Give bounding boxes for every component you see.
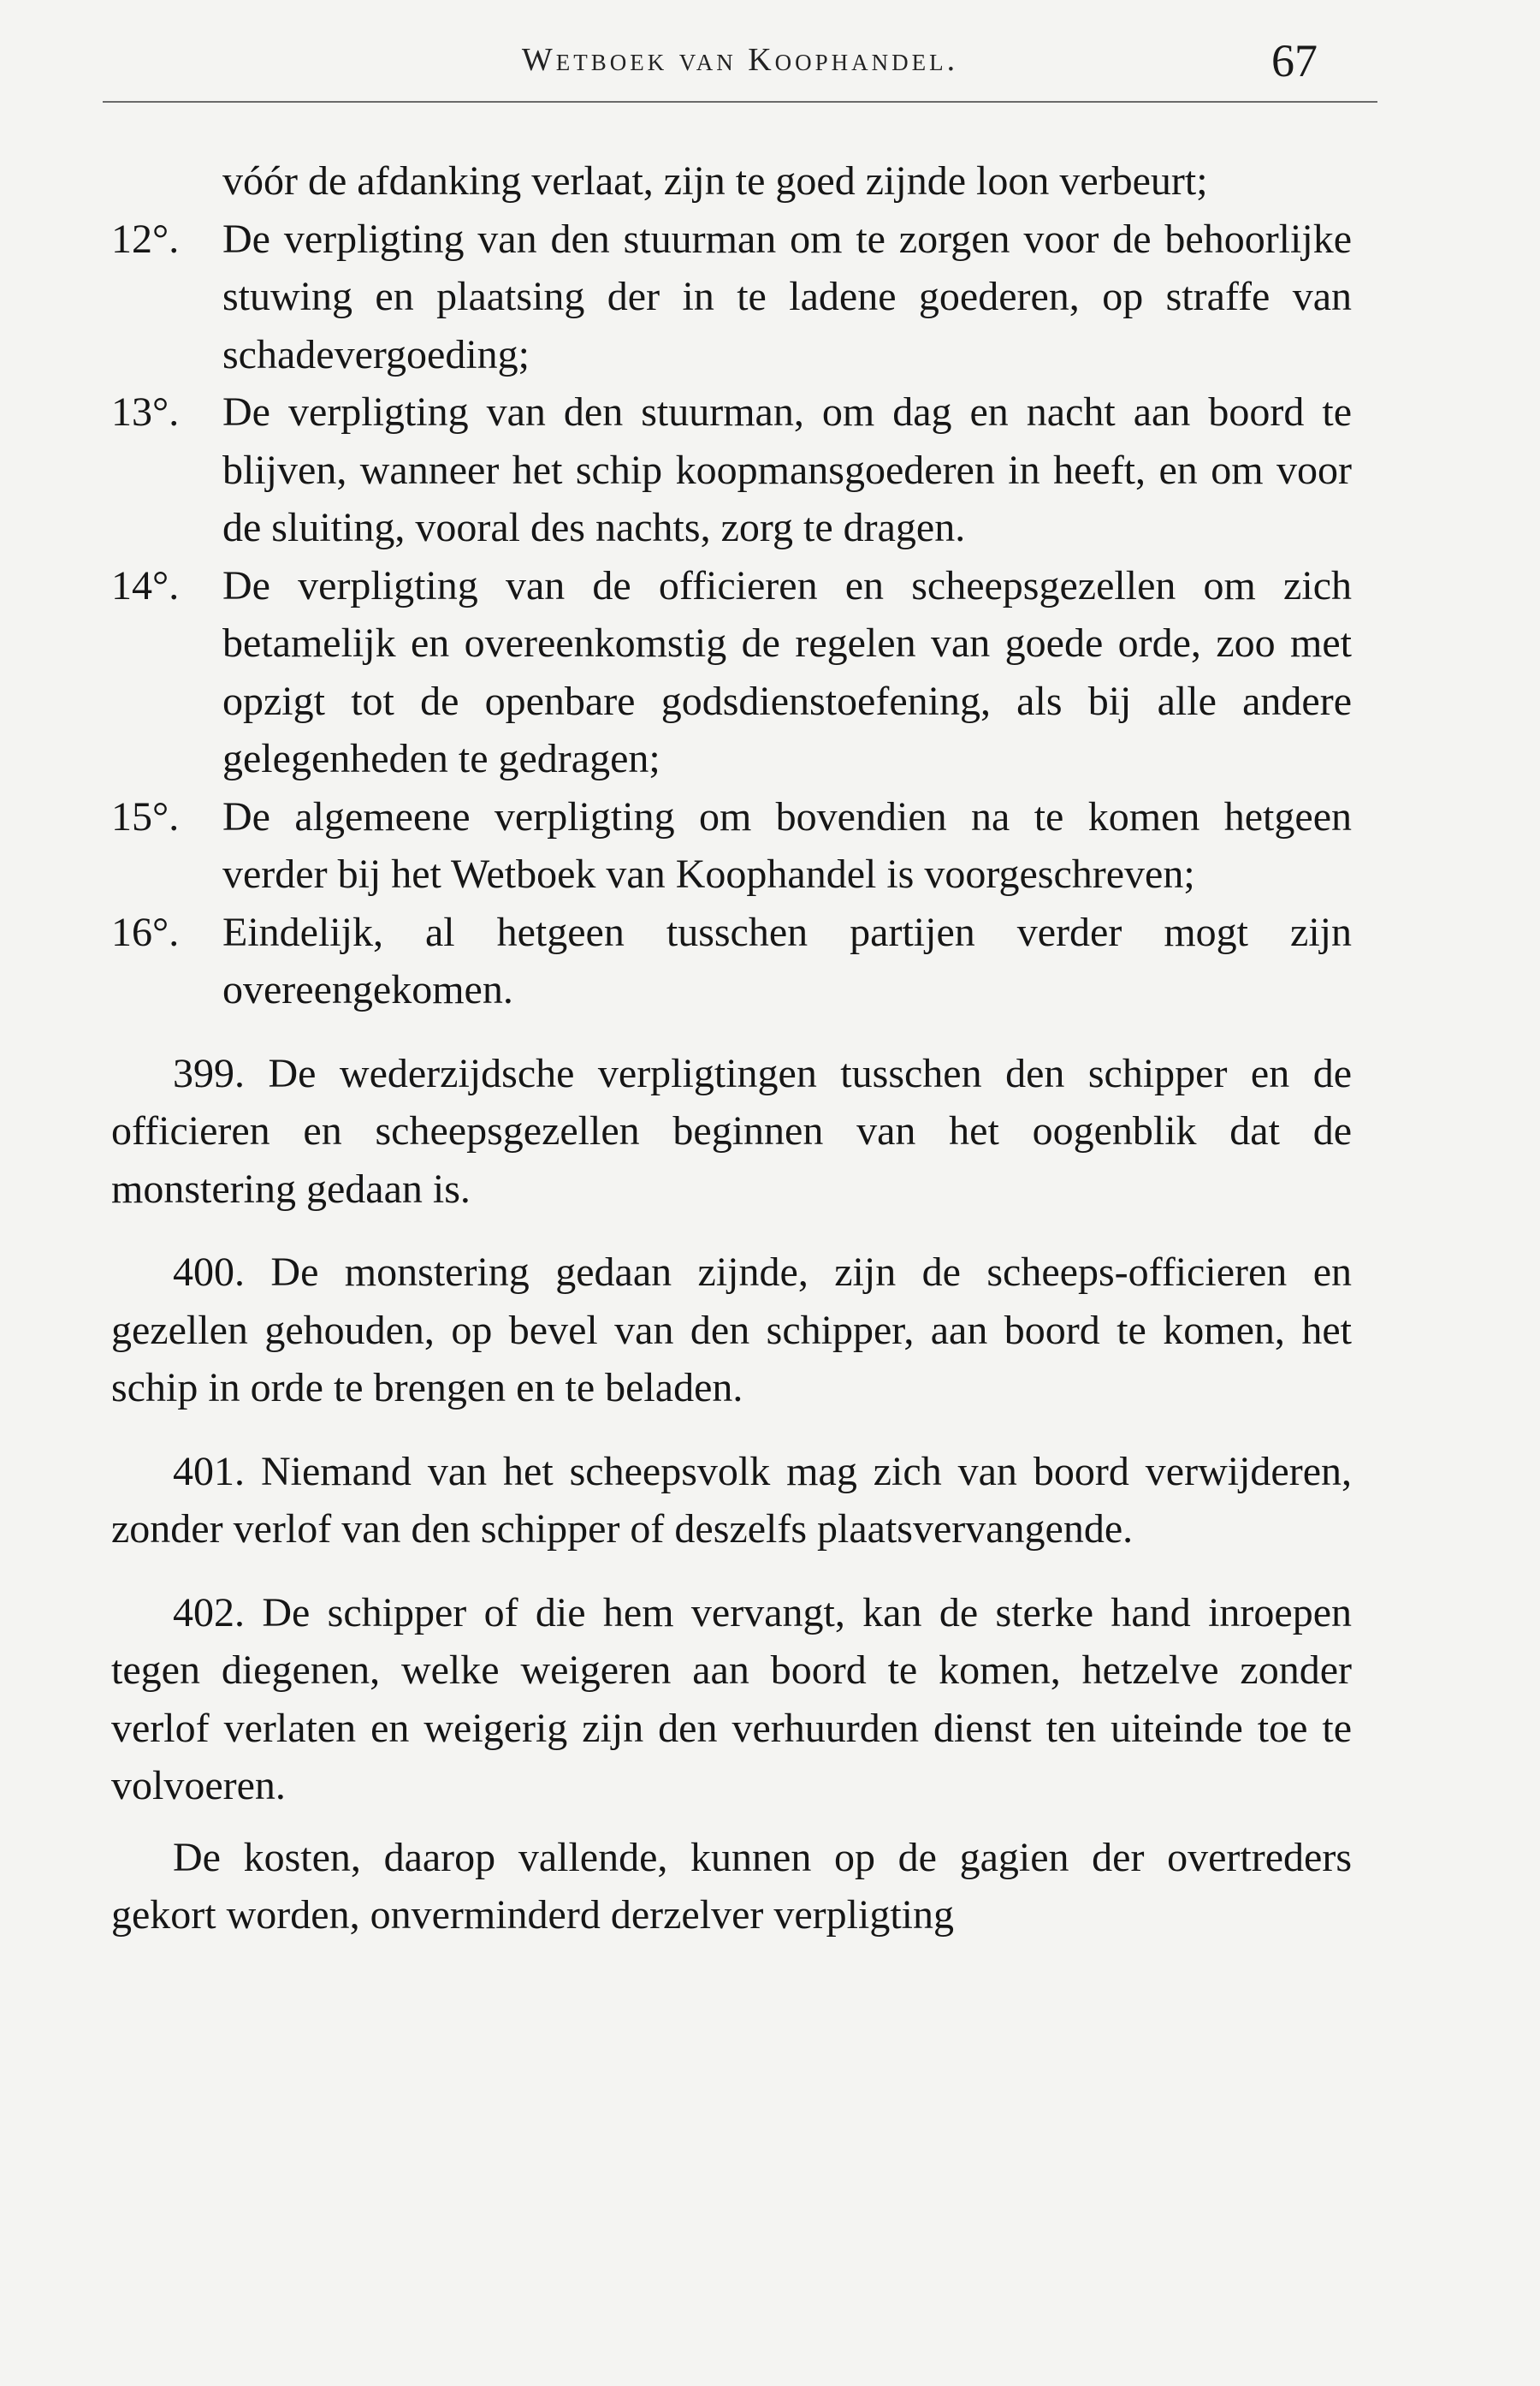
list-item-number: 14°. bbox=[111, 562, 180, 608]
article-text: Niemand van het scheepsvolk mag zich van boord verwijderen, zonder verlof van den schipper of deszelfs plaatsvervangende. bbox=[111, 1448, 1353, 1552]
article-text: De schipper of die hem vervangt, kan de sterke hand inroepen tegen diegenen, welke weigeren aan boord te komen, hetzelve zonder verlof verlaten en weigerig zijn den verhuurden dienst ten uiteinde toe te volvoeren. bbox=[111, 1589, 1352, 1808]
list-item bbox=[111, 788, 1352, 904]
list-item-number: 15°. bbox=[111, 793, 180, 840]
article-paragraph bbox=[111, 1243, 1352, 1417]
closing-paragraph: De kosten, daarop vallende, kunnen op de gagien der overtreders gekort worden, onverminderd derzelver verpligting bbox=[111, 1834, 1352, 1938]
page-body bbox=[111, 152, 1352, 1944]
list-item-text: De verpligting van den stuurman om te zorgen voor de behoorlijke stuwing en plaatsing der in te ladene goederen, op straffe van schadevergoeding; bbox=[222, 216, 1352, 377]
list-item-text: Eindelijk, al hetgeen tusschen partijen verder mogt zijn overeengekomen. bbox=[222, 909, 1352, 1012]
list-item bbox=[111, 904, 1352, 1019]
article-number: 402. bbox=[173, 1589, 245, 1635]
article-text: De wederzijdsche verpligtingen tusschen den schipper en de officieren en scheepsgezellen beginnen van het oogenblik dat de monstering gedaan is. bbox=[111, 1050, 1352, 1212]
list-item bbox=[111, 211, 1352, 384]
list-item-number: 12°. bbox=[111, 216, 180, 262]
list-item bbox=[111, 383, 1352, 557]
article-number: 400. bbox=[173, 1249, 245, 1295]
article-text: De monstering gedaan zijnde, zijn de scheeps-officieren en gezellen gehouden, op bevel van den schipper, aan boord te komen, het schip in orde te brengen en te beladen. bbox=[111, 1249, 1353, 1410]
list-item-text: De algemeene verpligting om bovendien na te komen hetgeen verder bij het Wetboek van Koophandel is voorgeschreven; bbox=[222, 793, 1352, 897]
article-paragraph bbox=[111, 1045, 1352, 1219]
article-paragraph bbox=[111, 1443, 1352, 1558]
list-item-number: 16°. bbox=[111, 909, 180, 955]
header-rule bbox=[103, 101, 1377, 103]
list-item-text: De verpligting van de officieren en scheepsgezellen om zich betamelijk en overeenkomstig de regelen van goede orde, zoo met opzigt tot de openbare godsdienstoefening, als bij alle andere gelegenheden te gedragen; bbox=[222, 562, 1352, 781]
running-header bbox=[103, 34, 1377, 103]
page-number: 67 bbox=[1271, 35, 1318, 86]
list-item bbox=[111, 557, 1352, 788]
list-item-text: De verpligting van den stuurman, om dag en nacht aan boord te blijven, wanneer het schip koopmansgoederen in heeft, en om voor de sluiting, vooral des nachts, zorg te dragen. bbox=[222, 389, 1352, 550]
list-item-number: 13°. bbox=[111, 389, 180, 435]
article-number: 401. bbox=[173, 1448, 245, 1494]
running-title: Wetboek van Koophandel. bbox=[521, 42, 959, 78]
article-number: 399. bbox=[173, 1050, 245, 1096]
continuation-text: vóór de afdanking verlaat, zijn te goed zijnde loon verbeurt; bbox=[222, 158, 1208, 204]
article-paragraph bbox=[111, 1584, 1352, 1815]
